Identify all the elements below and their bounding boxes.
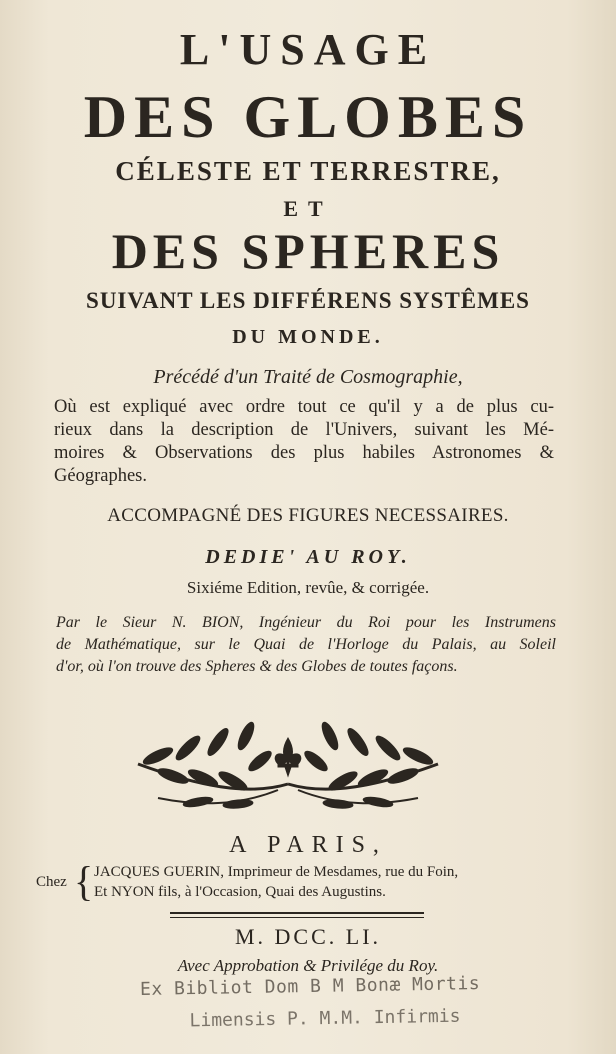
- provenance-stamp-line-1: Ex Bibliot Dom B M Bonæ Mortis: [139, 973, 481, 1000]
- title-line-monde: DU MONDE.: [232, 326, 384, 348]
- publisher-line-1: JACQUES GUERIN, Imprimeur de Mesdames, rue du Foin,: [94, 864, 459, 880]
- title-line-spheres: DES SPHERES: [111, 223, 505, 279]
- title-line-usage: L'USAGE: [179, 25, 437, 74]
- year-line: M. DCC. LI.: [234, 924, 382, 949]
- imprint-block: [36, 857, 576, 910]
- subtitle: Précédé d'un Traité de Cosmographie,: [153, 366, 463, 388]
- author-paragraph: [56, 612, 556, 678]
- description-line: moires & Observations des plus habiles Astronomes &: [54, 443, 554, 463]
- author-line: d'or, où l'on trouve des Spheres & des Globes de toutes façons.: [56, 658, 458, 675]
- brace-icon: {: [74, 857, 94, 906]
- dedication: DEDIE' AU ROY.: [205, 546, 411, 568]
- author-line: Par le Sieur N. BION, Ingénieur du Roi pour les Instrumens: [56, 614, 556, 631]
- description-line: Où est expliqué avec ordre tout ce qu'il y a de plus cu-: [54, 397, 554, 417]
- description-line: rieux dans la description de l'Univers, suivant les Mé-: [54, 420, 554, 440]
- provenance-stamp-line-2: Limensis P. M.M. Infirmis: [189, 1005, 461, 1032]
- publisher-line-2: Et NYON fils, à l'Occasion, Quai des Augustins.: [94, 884, 386, 900]
- title-line-celeste: CÉLESTE ET TERRESTRE,: [115, 156, 501, 186]
- title-line-globes: DES GLOBES: [83, 84, 533, 150]
- title-line-systemes: SUIVANT LES DIFFÉRENS SYSTÊMES: [86, 288, 530, 313]
- privilege-line: Avec Approbation & Privilége du Roy.: [177, 956, 439, 975]
- description-paragraph: [54, 396, 554, 488]
- figures-line: ACCOMPAGNÉ DES FIGURES NECESSAIRES.: [107, 505, 509, 526]
- chez-label: Chez: [36, 874, 67, 890]
- laurel-ornament-icon: [128, 706, 448, 816]
- description-line: Géographes.: [54, 466, 147, 486]
- title-line-et: ET: [283, 196, 333, 221]
- edition-line: Sixiéme Edition, revûe, & corrigée.: [186, 578, 430, 597]
- divider-rule-thin: [170, 917, 424, 918]
- divider-rule: [170, 912, 424, 914]
- city-line: A PARIS,: [229, 832, 387, 858]
- author-line: de Mathématique, sur le Quai de l'Horloge du Palais, au Soleil: [56, 636, 556, 653]
